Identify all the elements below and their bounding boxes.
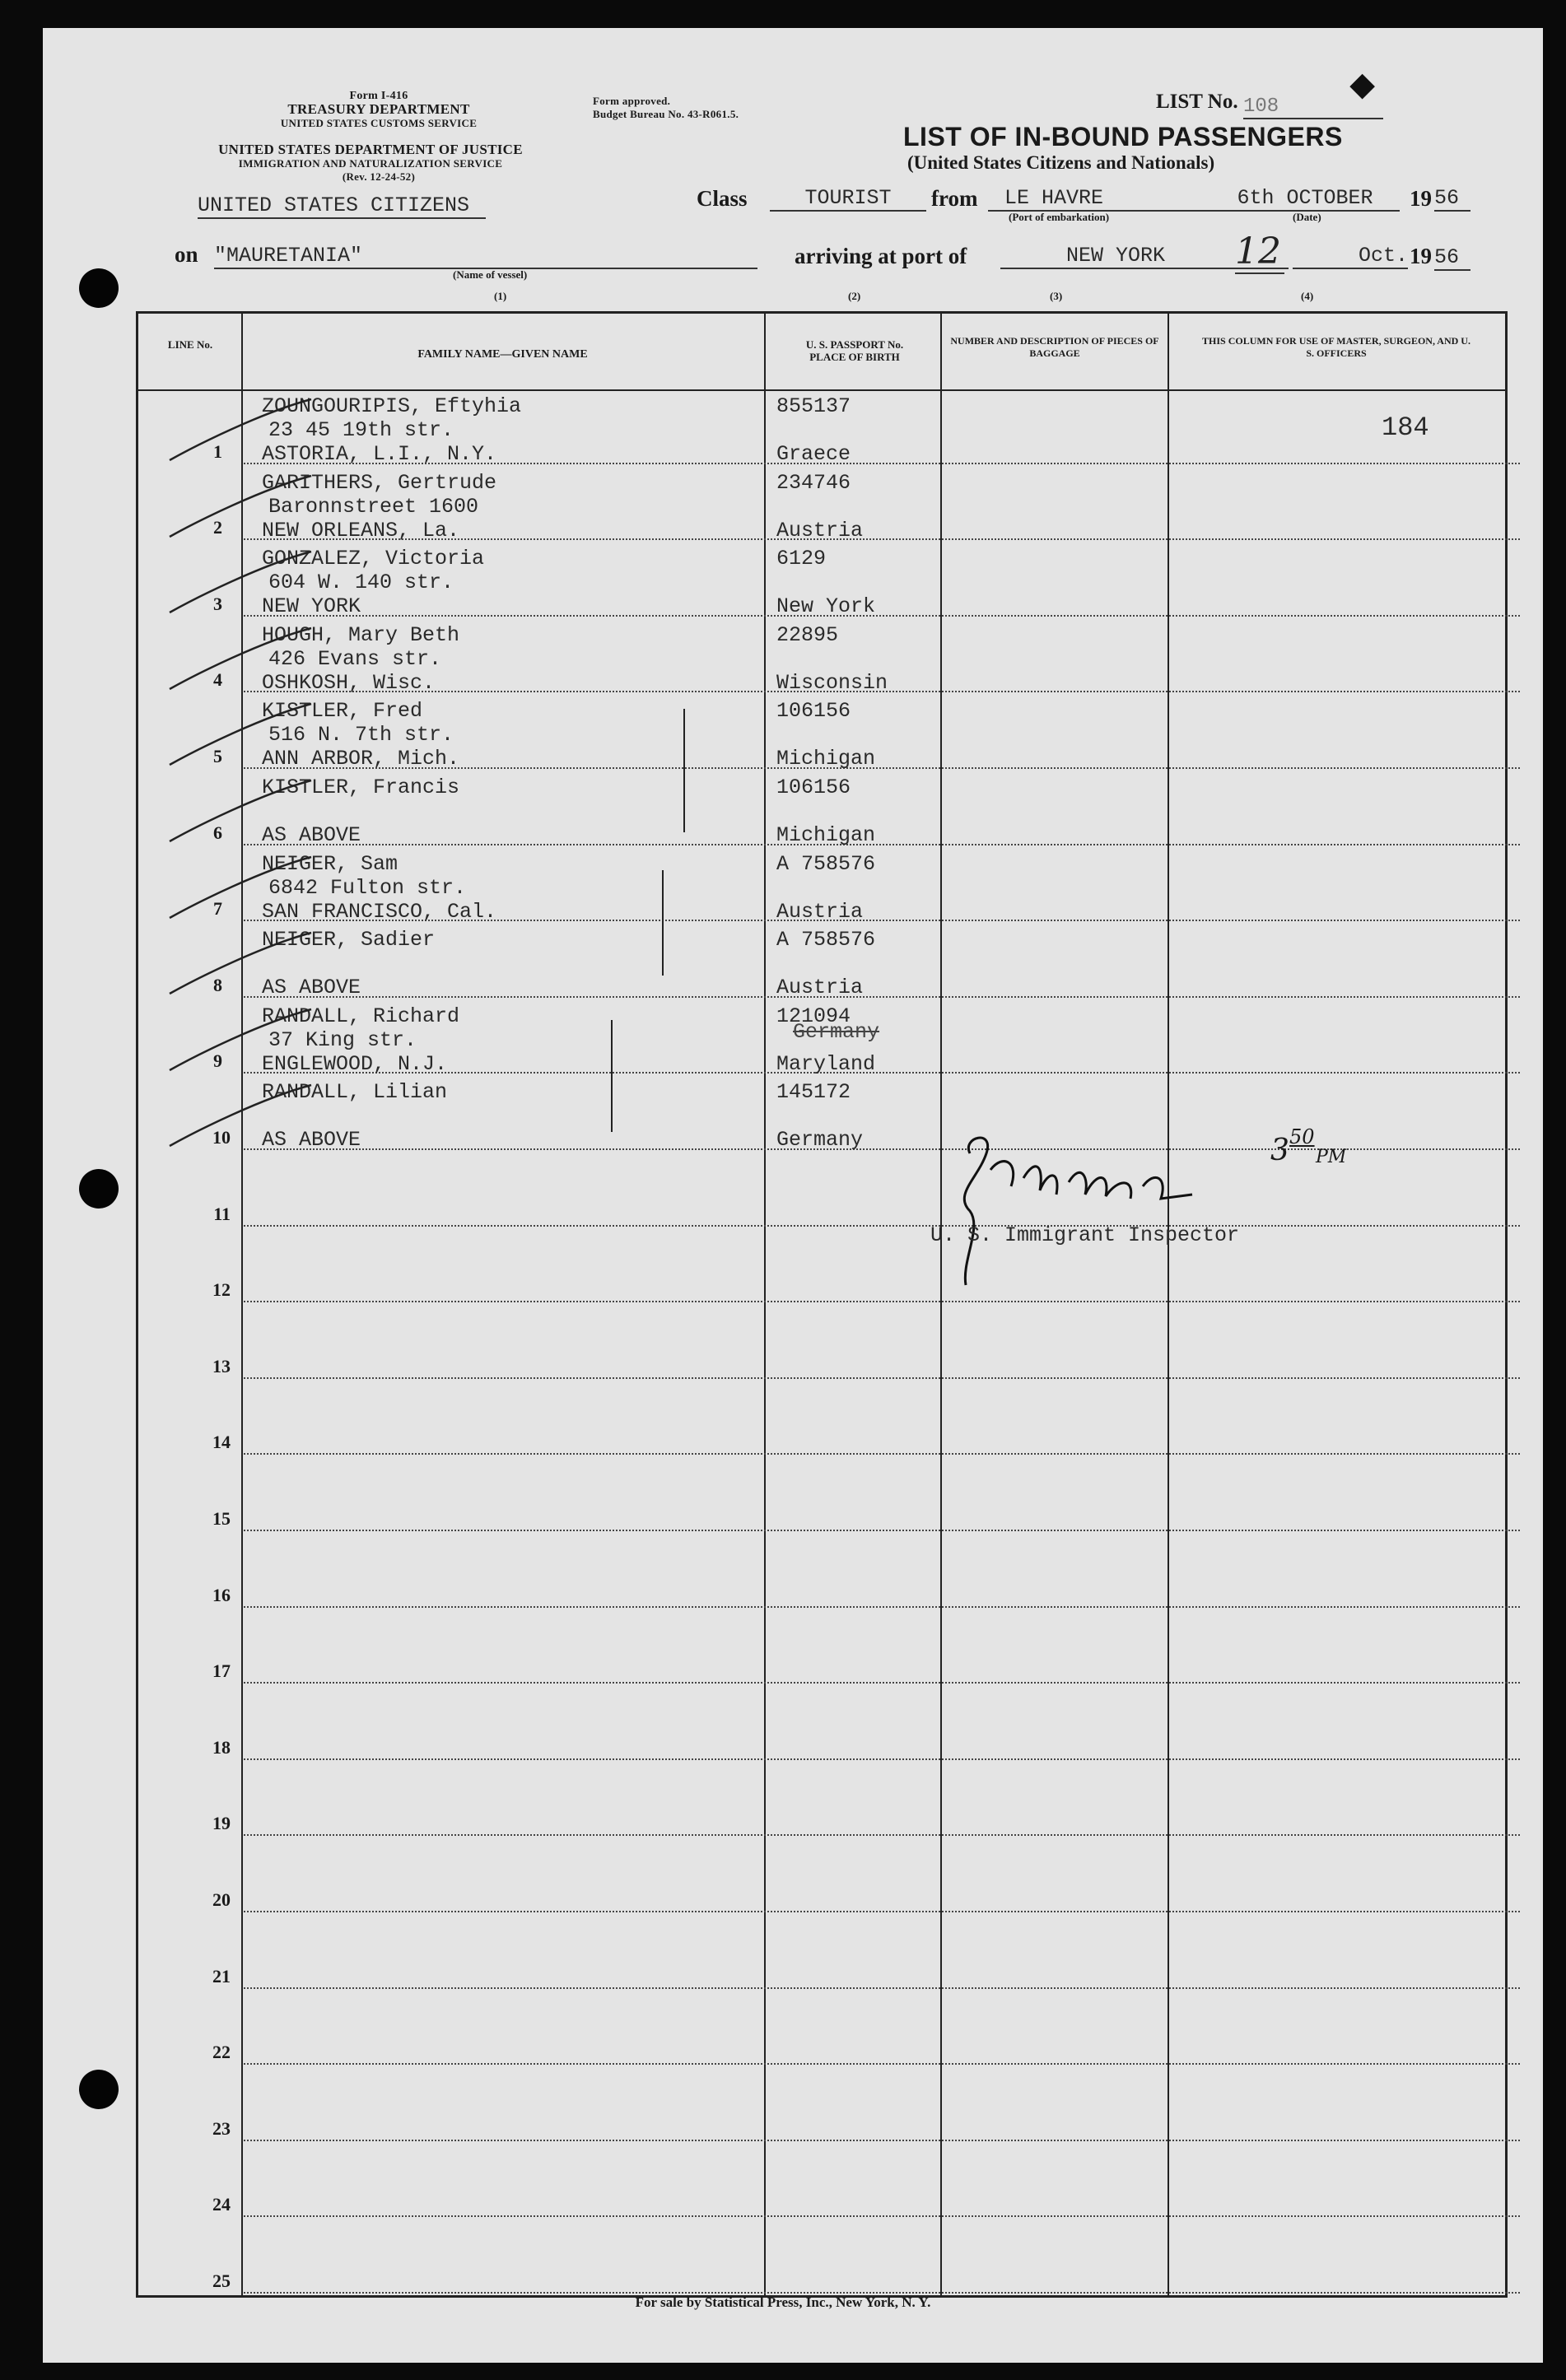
line-number: 2: [213, 517, 222, 538]
page-title: LIST OF IN-BOUND PASSENGERS: [903, 122, 1343, 151]
citizens-label: UNITED STATES CITIZENS: [198, 193, 486, 219]
check-mark-icon: [163, 473, 319, 547]
passenger-name: KISTLER, Fred: [262, 699, 423, 724]
departure-date: 6th OCTOBER: [1210, 186, 1400, 212]
passport-number: A 758576: [776, 851, 876, 876]
port-of-embarkation: LE HAVRE: [988, 186, 1210, 212]
place-of-birth: Wisconsin: [776, 670, 888, 695]
row-rule: [244, 2140, 1520, 2141]
inspector-time: 3: [1270, 1134, 1289, 1167]
inspector-title: U. S. Immigrant Inspector: [930, 1223, 1240, 1247]
port-embarkation-caption: (Port of embarkation): [1009, 211, 1110, 223]
passenger-city: NEW ORLEANS, La.: [262, 518, 460, 543]
passenger-address: 23 45 19th str.: [268, 418, 454, 442]
passenger-city: NEW YORK: [262, 594, 361, 619]
handwritten-bracket: [611, 1020, 613, 1132]
passenger-city: ANN ARBOR, Mich.: [262, 747, 460, 771]
binder-hole: [79, 2070, 119, 2109]
year-value: 56: [1434, 186, 1470, 212]
line-number: 11: [213, 1203, 231, 1224]
line-number: 8: [213, 974, 222, 995]
check-mark-icon: [163, 396, 319, 470]
row-rule: [244, 1911, 1520, 1912]
passport-number: 121094: [776, 1004, 851, 1028]
line-number: 19: [212, 1813, 231, 1834]
from-label: from: [931, 186, 978, 211]
line-number: 21: [212, 1965, 231, 1986]
passenger-address: Baronnstreet 1600: [268, 494, 479, 519]
passenger-table: [136, 311, 1508, 2298]
ins-label: IMMIGRATION AND NATURALIZATION SERVICE: [238, 157, 503, 170]
passport-number: 234746: [776, 470, 851, 495]
list-no-label: LIST No.: [1156, 91, 1238, 113]
footer-printer: For sale by Statistical Press, Inc., New York, N. Y.: [635, 2294, 931, 2310]
passenger-address: 37 King str.: [268, 1027, 417, 1052]
inspector-time-minutes: 50: [1289, 1125, 1315, 1148]
place-of-birth: Germany: [776, 1128, 864, 1153]
page-subtitle: (United States Citizens and Nationals): [907, 152, 1215, 173]
arriving-label: arriving at port of: [795, 244, 967, 268]
passport-number: A 758576: [776, 928, 876, 952]
passenger-city: AS ABOVE: [262, 1128, 361, 1153]
col-caption-3: (3): [1050, 290, 1063, 302]
passenger-name: NEIGER, Sadier: [262, 928, 436, 952]
line-number: 13: [212, 1355, 231, 1376]
class-value: TOURIST: [770, 186, 926, 212]
place-of-birth: Austria: [776, 899, 864, 924]
row-rule: [244, 1225, 1520, 1227]
date-caption: (Date): [1293, 211, 1321, 223]
line-number: 25: [212, 2271, 231, 2291]
vessel-caption: (Name of vessel): [453, 268, 528, 281]
treasury-label: TREASURY DEPARTMENT: [287, 101, 470, 117]
check-mark-icon: [163, 1006, 319, 1080]
place-of-birth: Michigan: [776, 747, 876, 771]
handwritten-bracket: [662, 870, 664, 976]
place-of-birth: Austria: [776, 518, 864, 543]
col-caption-2: (2): [848, 290, 861, 302]
arrival-port: NEW YORK: [1000, 244, 1289, 269]
vessel-name: "MAURETANIA": [214, 244, 757, 269]
row-rule: [244, 2292, 1520, 2294]
passenger-address: 604 W. 140 str.: [268, 571, 454, 595]
place-of-birth: Michigan: [776, 823, 876, 847]
struck-birth-row9: Germany: [793, 1020, 880, 1044]
passenger-city: SAN FRANCISCO, Cal.: [262, 899, 497, 924]
row-rule: [244, 1834, 1520, 1836]
col-caption-1: (1): [494, 290, 507, 302]
line-number: 9: [213, 1050, 222, 1072]
header-line-no: LINE No.: [167, 338, 213, 351]
passport-number: 145172: [776, 1080, 851, 1105]
passenger-address: 516 N. 7th str.: [268, 723, 454, 748]
handwritten-bracket: [683, 709, 685, 832]
row-rule: [244, 2063, 1520, 2065]
line-number: 22: [212, 2042, 231, 2063]
check-mark-icon: [163, 929, 319, 1004]
budget-bureau: Budget Bureau No. 43-R061.5.: [593, 108, 739, 120]
year-prefix: 19: [1410, 186, 1432, 211]
passport-number: 106156: [776, 699, 851, 724]
passenger-name: ZOUNGOURIPIS, Eftyhia: [262, 394, 522, 418]
officer-note: 184: [1382, 412, 1429, 443]
line-number: 14: [212, 1432, 231, 1453]
header-passport: U. S. PASSPORT No. PLACE OF BIRTH: [805, 338, 904, 363]
arrival-year-prefix: 19: [1410, 244, 1432, 268]
line-number: 7: [213, 898, 222, 920]
passenger-name: HOUGH, Mary Beth: [262, 622, 460, 647]
passenger-address: 426 Evans str.: [268, 646, 442, 671]
passenger-name: RANDALL, Richard: [262, 1004, 460, 1028]
line-number: 6: [213, 822, 222, 843]
place-of-birth: New York: [776, 594, 876, 619]
check-mark-icon: [163, 1082, 319, 1156]
line-number: 24: [212, 2194, 231, 2215]
row-rule: [244, 1758, 1520, 1760]
header-officers: THIS COLUMN FOR USE OF MASTER, SURGEON, AND U. S. OFFICERS: [1202, 335, 1470, 359]
row-rule: [244, 1682, 1520, 1684]
passport-number: 106156: [776, 775, 851, 799]
passenger-city: ENGLEWOOD, N.J.: [262, 1051, 448, 1076]
binder-hole: [79, 268, 119, 308]
line-number: 1: [213, 440, 222, 462]
passenger-name: GARITHERS, Gertrude: [262, 470, 497, 495]
header-baggage: NUMBER AND DESCRIPTION OF PIECES OF BAGGAGE: [950, 335, 1159, 359]
line-number: 16: [212, 1584, 231, 1605]
row-rule: [244, 615, 1520, 617]
doj-label: UNITED STATES DEPARTMENT OF JUSTICE: [218, 142, 523, 157]
line-number: 4: [213, 669, 222, 691]
line-number: 12: [212, 1279, 231, 1301]
line-number: 10: [212, 1127, 231, 1148]
on-label: on: [175, 242, 198, 267]
class-label: Class: [697, 186, 748, 211]
line-number: 20: [212, 1889, 231, 1910]
inspector-pm: PM: [1316, 1147, 1347, 1167]
arrival-month: Oct.: [1293, 244, 1408, 269]
place-of-birth: Graece: [776, 442, 851, 466]
place-of-birth: Maryland: [776, 1051, 876, 1076]
line-number: 17: [212, 1660, 231, 1682]
row-rule: [244, 844, 1520, 845]
inspector-signature: [945, 1120, 1217, 1293]
check-mark-icon: [163, 625, 319, 699]
check-mark-icon: [163, 854, 319, 928]
passenger-city: AS ABOVE: [262, 976, 361, 1000]
row-rule: [244, 1377, 1520, 1379]
list-no-value: 108: [1243, 95, 1383, 119]
passenger-city: AS ABOVE: [262, 823, 361, 847]
revision-label: (Rev. 12-24-52): [342, 170, 416, 183]
corner-mark: ◆: [1350, 68, 1375, 102]
passenger-address: 6842 Fulton str.: [268, 875, 467, 900]
arrival-day: 12: [1235, 231, 1284, 274]
passenger-city: ASTORIA, L.I., N.Y.: [262, 442, 497, 466]
passenger-name: NEIGER, Sam: [262, 851, 398, 876]
form-approved: Form approved.: [593, 95, 671, 107]
place-of-birth: Austria: [776, 976, 864, 1000]
passport-number: 22895: [776, 622, 839, 647]
line-number: 5: [213, 746, 222, 766]
binder-hole: [79, 1169, 119, 1209]
header-name: FAMILY NAME—GIVEN NAME: [417, 348, 588, 361]
passenger-city: OSHKOSH, Wisc.: [262, 670, 436, 695]
line-number: 15: [212, 1508, 231, 1529]
row-rule: [244, 1453, 1520, 1455]
row-rule: [244, 2215, 1520, 2217]
arrival-year: 56: [1434, 245, 1470, 271]
passport-number: 855137: [776, 394, 851, 418]
passenger-name: GONZALEZ, Victoria: [262, 547, 485, 571]
customs-label: UNITED STATES CUSTOMS SERVICE: [280, 117, 478, 129]
row-rule: [244, 1301, 1520, 1302]
row-rule: [244, 996, 1520, 998]
form-number: Form I-416: [349, 90, 408, 102]
check-mark-icon: [163, 548, 319, 622]
passenger-name: KISTLER, Francis: [262, 775, 460, 799]
row-rule: [244, 1987, 1520, 1989]
passenger-name: RANDALL, Lilian: [262, 1080, 448, 1105]
row-rule: [244, 1606, 1520, 1608]
row-rule: [244, 1530, 1520, 1531]
line-number: 3: [213, 593, 222, 614]
line-number: 18: [212, 1736, 231, 1758]
col-caption-4: (4): [1301, 290, 1314, 302]
passport-number: 6129: [776, 547, 827, 571]
line-number: 23: [212, 2117, 231, 2139]
check-mark-icon: [163, 701, 319, 775]
check-mark-icon: [163, 777, 319, 851]
